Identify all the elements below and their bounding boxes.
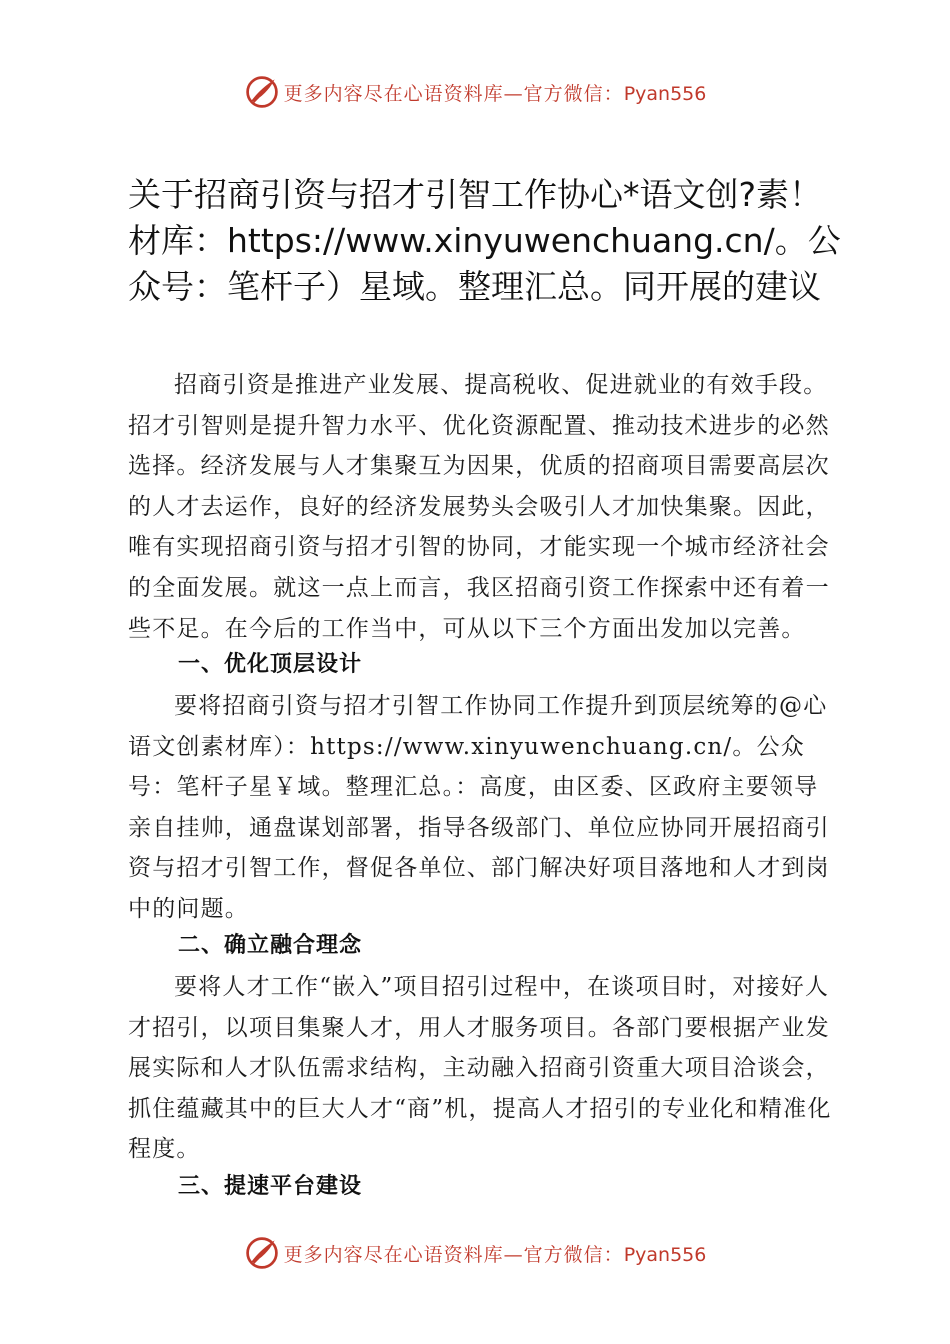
document-title: 关于招商引资与招才引智工作协心*语文创?素！材库：https://www.xinyuwenchuang.cn/。公众号：笔杆子）星域。整理汇总。同开展的建议 xyxy=(128,175,841,306)
quill-logo-icon xyxy=(244,74,280,110)
header-watermark xyxy=(0,72,950,112)
footer-watermark xyxy=(0,1233,950,1273)
watermark-text: 更多内容尽在心语资料库—官方微信：Pyan556 xyxy=(283,1243,707,1266)
section-paragraph-2: 要将人才工作“嵌入”项目招引过程中，在谈项目时，对接好人才招引，以项目集聚人才，用人才服务项目。各部门要根据产业发展实际和人才队伍需求结构，主动融入招商引资重大项目洽谈会，抓住蕴藏其中的巨大人才“商”机，提高人才招引的专业化和精准化程度。 xyxy=(128,974,832,1163)
intro-paragraph: 招商引资是推进产业发展、提高税收、促进就业的有效手段。招才引智则是提升智力水平、优化资源配置、推动技术进步的必然选择。经济发展与人才集聚互为因果，优质的招商项目需要高层次的人才去运作，良好的经济发展势头会吸引人才加快集聚。因此，唯有实现招商引资与招才引智的协同，才能实现一个城市经济社会的全面发展。就这一点上而言，我区招商引资工作探索中还有着一些不足。在今后的工作当中，可从以下三个方面出发加以完善。 xyxy=(128,372,830,642)
section-heading-1: 一、优化顶层设计 xyxy=(178,652,363,677)
section-heading-3: 三、提速平台建设 xyxy=(178,1174,363,1199)
quill-logo-icon xyxy=(244,1235,280,1271)
watermark-text: 更多内容尽在心语资料库—官方微信：Pyan556 xyxy=(283,82,707,105)
section-heading-2: 二、确立融合理念 xyxy=(178,933,363,958)
section-paragraph-1: 要将招商引资与招才引智工作协同工作提升到顶层统筹的@心语文创素材库）：https://www.xinyuwenchuang.cn/。公众号：笔杆子星￥域。整理汇总。：高度，由区委、区政府主要领导亲自挂帅，通盘谋划部署，指导各级部门、单位应协同开展招商引资与招才引智工作，督促各单位、部门解决好项目落地和人才到岗中的问题。 xyxy=(128,693,830,922)
